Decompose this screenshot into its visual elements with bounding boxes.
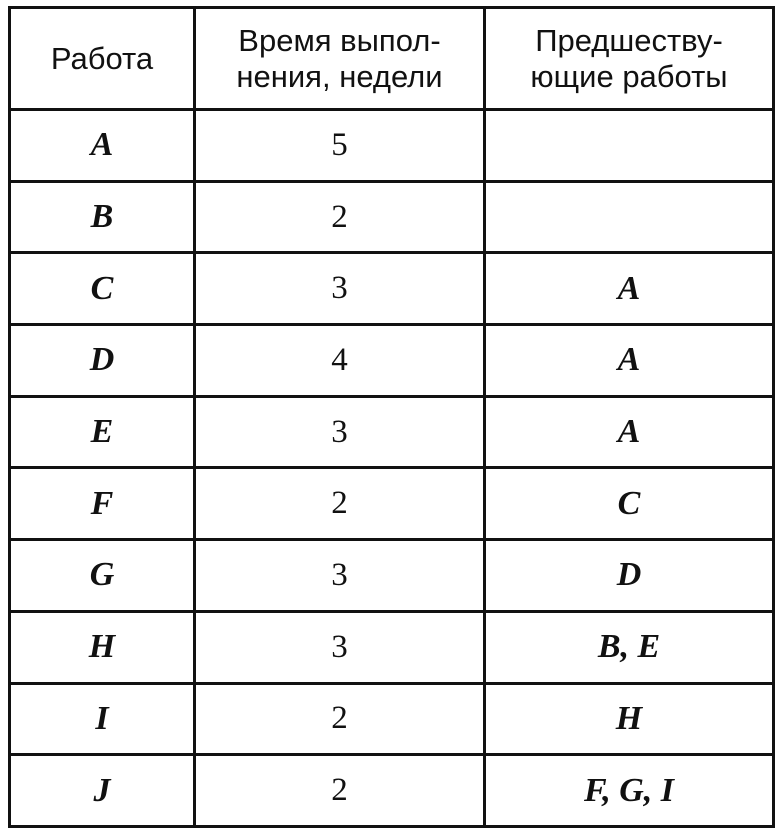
header-predecessors — [485, 8, 774, 110]
table-row — [10, 540, 774, 612]
predecessors-cell: H — [485, 683, 774, 755]
predecessors-cell — [485, 110, 774, 182]
job-cell: G — [10, 540, 195, 612]
job-schedule-table — [8, 6, 775, 828]
duration-cell: 3 — [195, 253, 485, 325]
duration-cell: 3 — [195, 540, 485, 612]
job-cell: B — [10, 181, 195, 253]
table-body — [10, 110, 774, 827]
table-row — [10, 396, 774, 468]
table-row — [10, 181, 774, 253]
header-job — [10, 8, 195, 110]
duration-cell: 2 — [195, 468, 485, 540]
header-duration-line-1: Время выпол- — [238, 22, 441, 58]
table-row — [10, 110, 774, 182]
duration-cell: 3 — [195, 396, 485, 468]
header-row — [10, 8, 774, 110]
header-duration — [195, 8, 485, 110]
job-cell: C — [10, 253, 195, 325]
job-schedule-table-frame — [8, 6, 772, 828]
predecessors-cell: D — [485, 540, 774, 612]
job-cell: J — [10, 755, 195, 827]
table-header — [10, 8, 774, 110]
job-cell: F — [10, 468, 195, 540]
duration-cell: 3 — [195, 611, 485, 683]
job-cell: H — [10, 611, 195, 683]
table-row — [10, 683, 774, 755]
table-row — [10, 468, 774, 540]
table-row — [10, 611, 774, 683]
table-row — [10, 325, 774, 397]
header-predecessors-line-1: Предшеству- — [535, 22, 723, 58]
duration-cell: 2 — [195, 181, 485, 253]
predecessors-cell: A — [485, 325, 774, 397]
duration-cell: 5 — [195, 110, 485, 182]
duration-cell: 2 — [195, 755, 485, 827]
duration-cell: 4 — [195, 325, 485, 397]
predecessors-cell — [485, 181, 774, 253]
header-predecessors-line-2: ющие работы — [530, 58, 728, 94]
job-cell: I — [10, 683, 195, 755]
predecessors-cell: F, G, I — [485, 755, 774, 827]
predecessors-cell: B, E — [485, 611, 774, 683]
job-cell: A — [10, 110, 195, 182]
predecessors-cell: A — [485, 253, 774, 325]
table-row — [10, 755, 774, 827]
header-job-label: Работа — [50, 40, 154, 76]
duration-cell: 2 — [195, 683, 485, 755]
predecessors-cell: C — [485, 468, 774, 540]
job-cell: D — [10, 325, 195, 397]
predecessors-cell: A — [485, 396, 774, 468]
job-cell: E — [10, 396, 195, 468]
header-duration-line-2: нения, недели — [236, 58, 443, 94]
table-row — [10, 253, 774, 325]
